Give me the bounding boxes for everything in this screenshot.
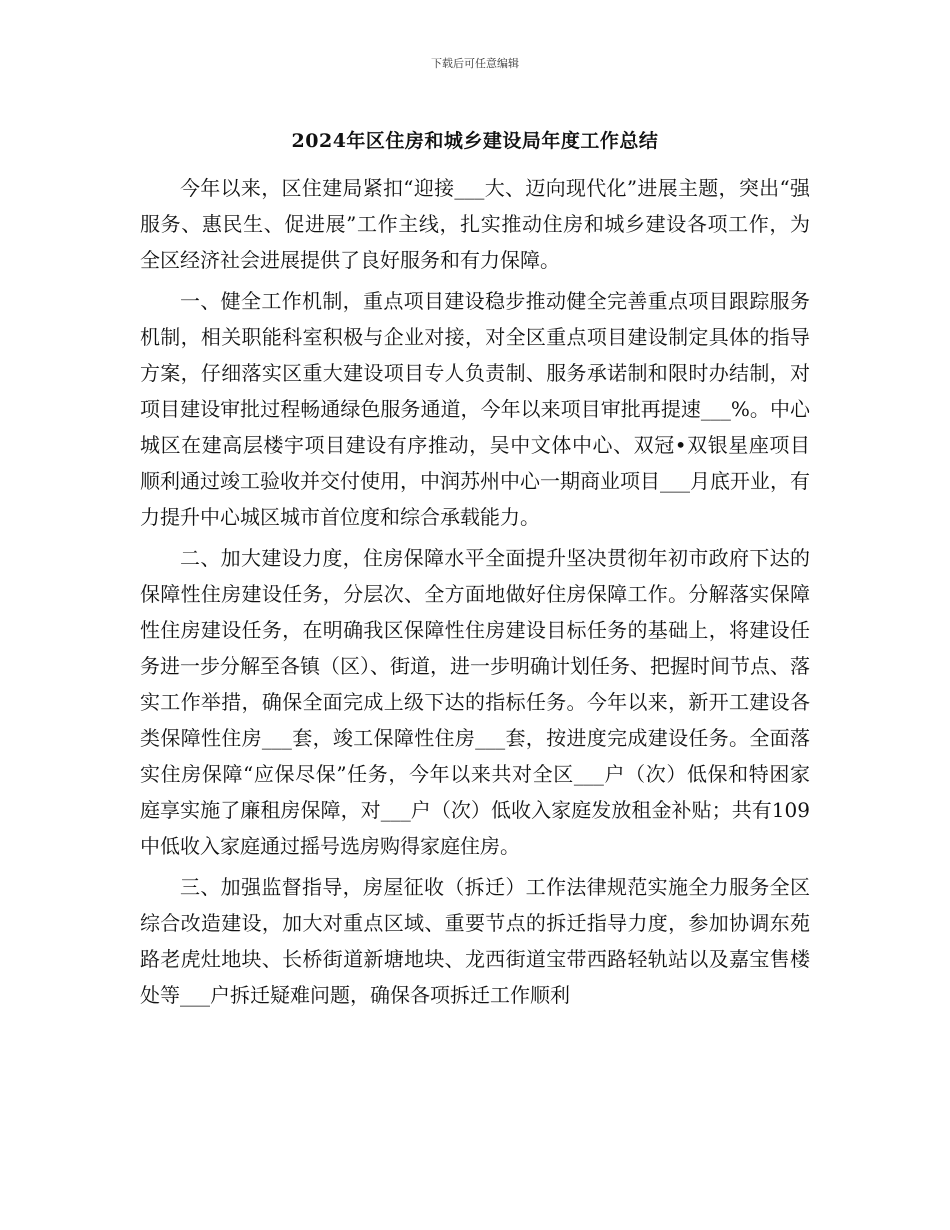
document-body xyxy=(140,170,810,1018)
header-note: 下载后可任意编辑 xyxy=(431,57,519,70)
document-title: 2024年区住房和城乡建设局年度工作总结 xyxy=(291,130,659,152)
paragraph-section-2: 二、加大建设力度，住房保障水平全面提升坚决贯彻年初市政府下达的保障性住房建设任务，分层次、全方面地做好住房保障工作。分解落实保障性住房建设任务，在明确我区保障性住房建设目标任务的基础上，将建设任务进一步分解至各镇（区）、街道，进一步明确计划任务、把握时间节点、落实工作举措，确保全面完成上级下达的指标任务。今年以来，新开工建设各类保障性住房___套，竣工保障性住房___套，按进度完成建设任务。全面落实住房保障“应保尽保”任务，今年以来共对全区___户（次）低保和特困家庭享实施了廉租房保障，对___户（次）低收入家庭发放租金补贴；共有109中低收入家庭通过摇号选房购得家庭住房。 xyxy=(140,546,810,858)
paragraph-section-1: 一、健全工作机制，重点项目建设稳步推动健全完善重点项目跟踪服务机制，相关职能科室积极与企业对接，对全区重点项目建设制定具体的指导方案，仔细落实区重大建设项目专人负责制、服务承诺制和限时办结制，对项目建设审批过程畅通绿色服务通道，今年以来项目审批再提速___%。中心城区在建高层楼宇项目建设有序推动，吴中文体中心、双冠•双银星座项目顺利通过竣工验收并交付使用，中润苏州中心一期商业项目___月底开业，有力提升中心城区城市首位度和综合承载能力。 xyxy=(140,289,810,529)
paragraph-intro: 今年以来，区住建局紧扣“迎接___大、迈向现代化”进展主题，突出“强服务、惠民生、促进展”工作主线，扎实推动住房和城乡建设各项工作，为全区经济社会进展提供了良好服务和有力保障。 xyxy=(140,176,810,272)
paragraph-section-3: 三、加强监督指导，房屋征收（拆迁）工作法律规范实施全力服务全区综合改造建设，加大对重点区域、重要节点的拆迁指导力度，参加协调东苑路老虎灶地块、长桥街道新塘地块、龙西街道宝带西路轻轨站以及嘉宝售楼处等___户拆迁疑难问题，确保各项拆迁工作顺利 xyxy=(140,875,810,1007)
